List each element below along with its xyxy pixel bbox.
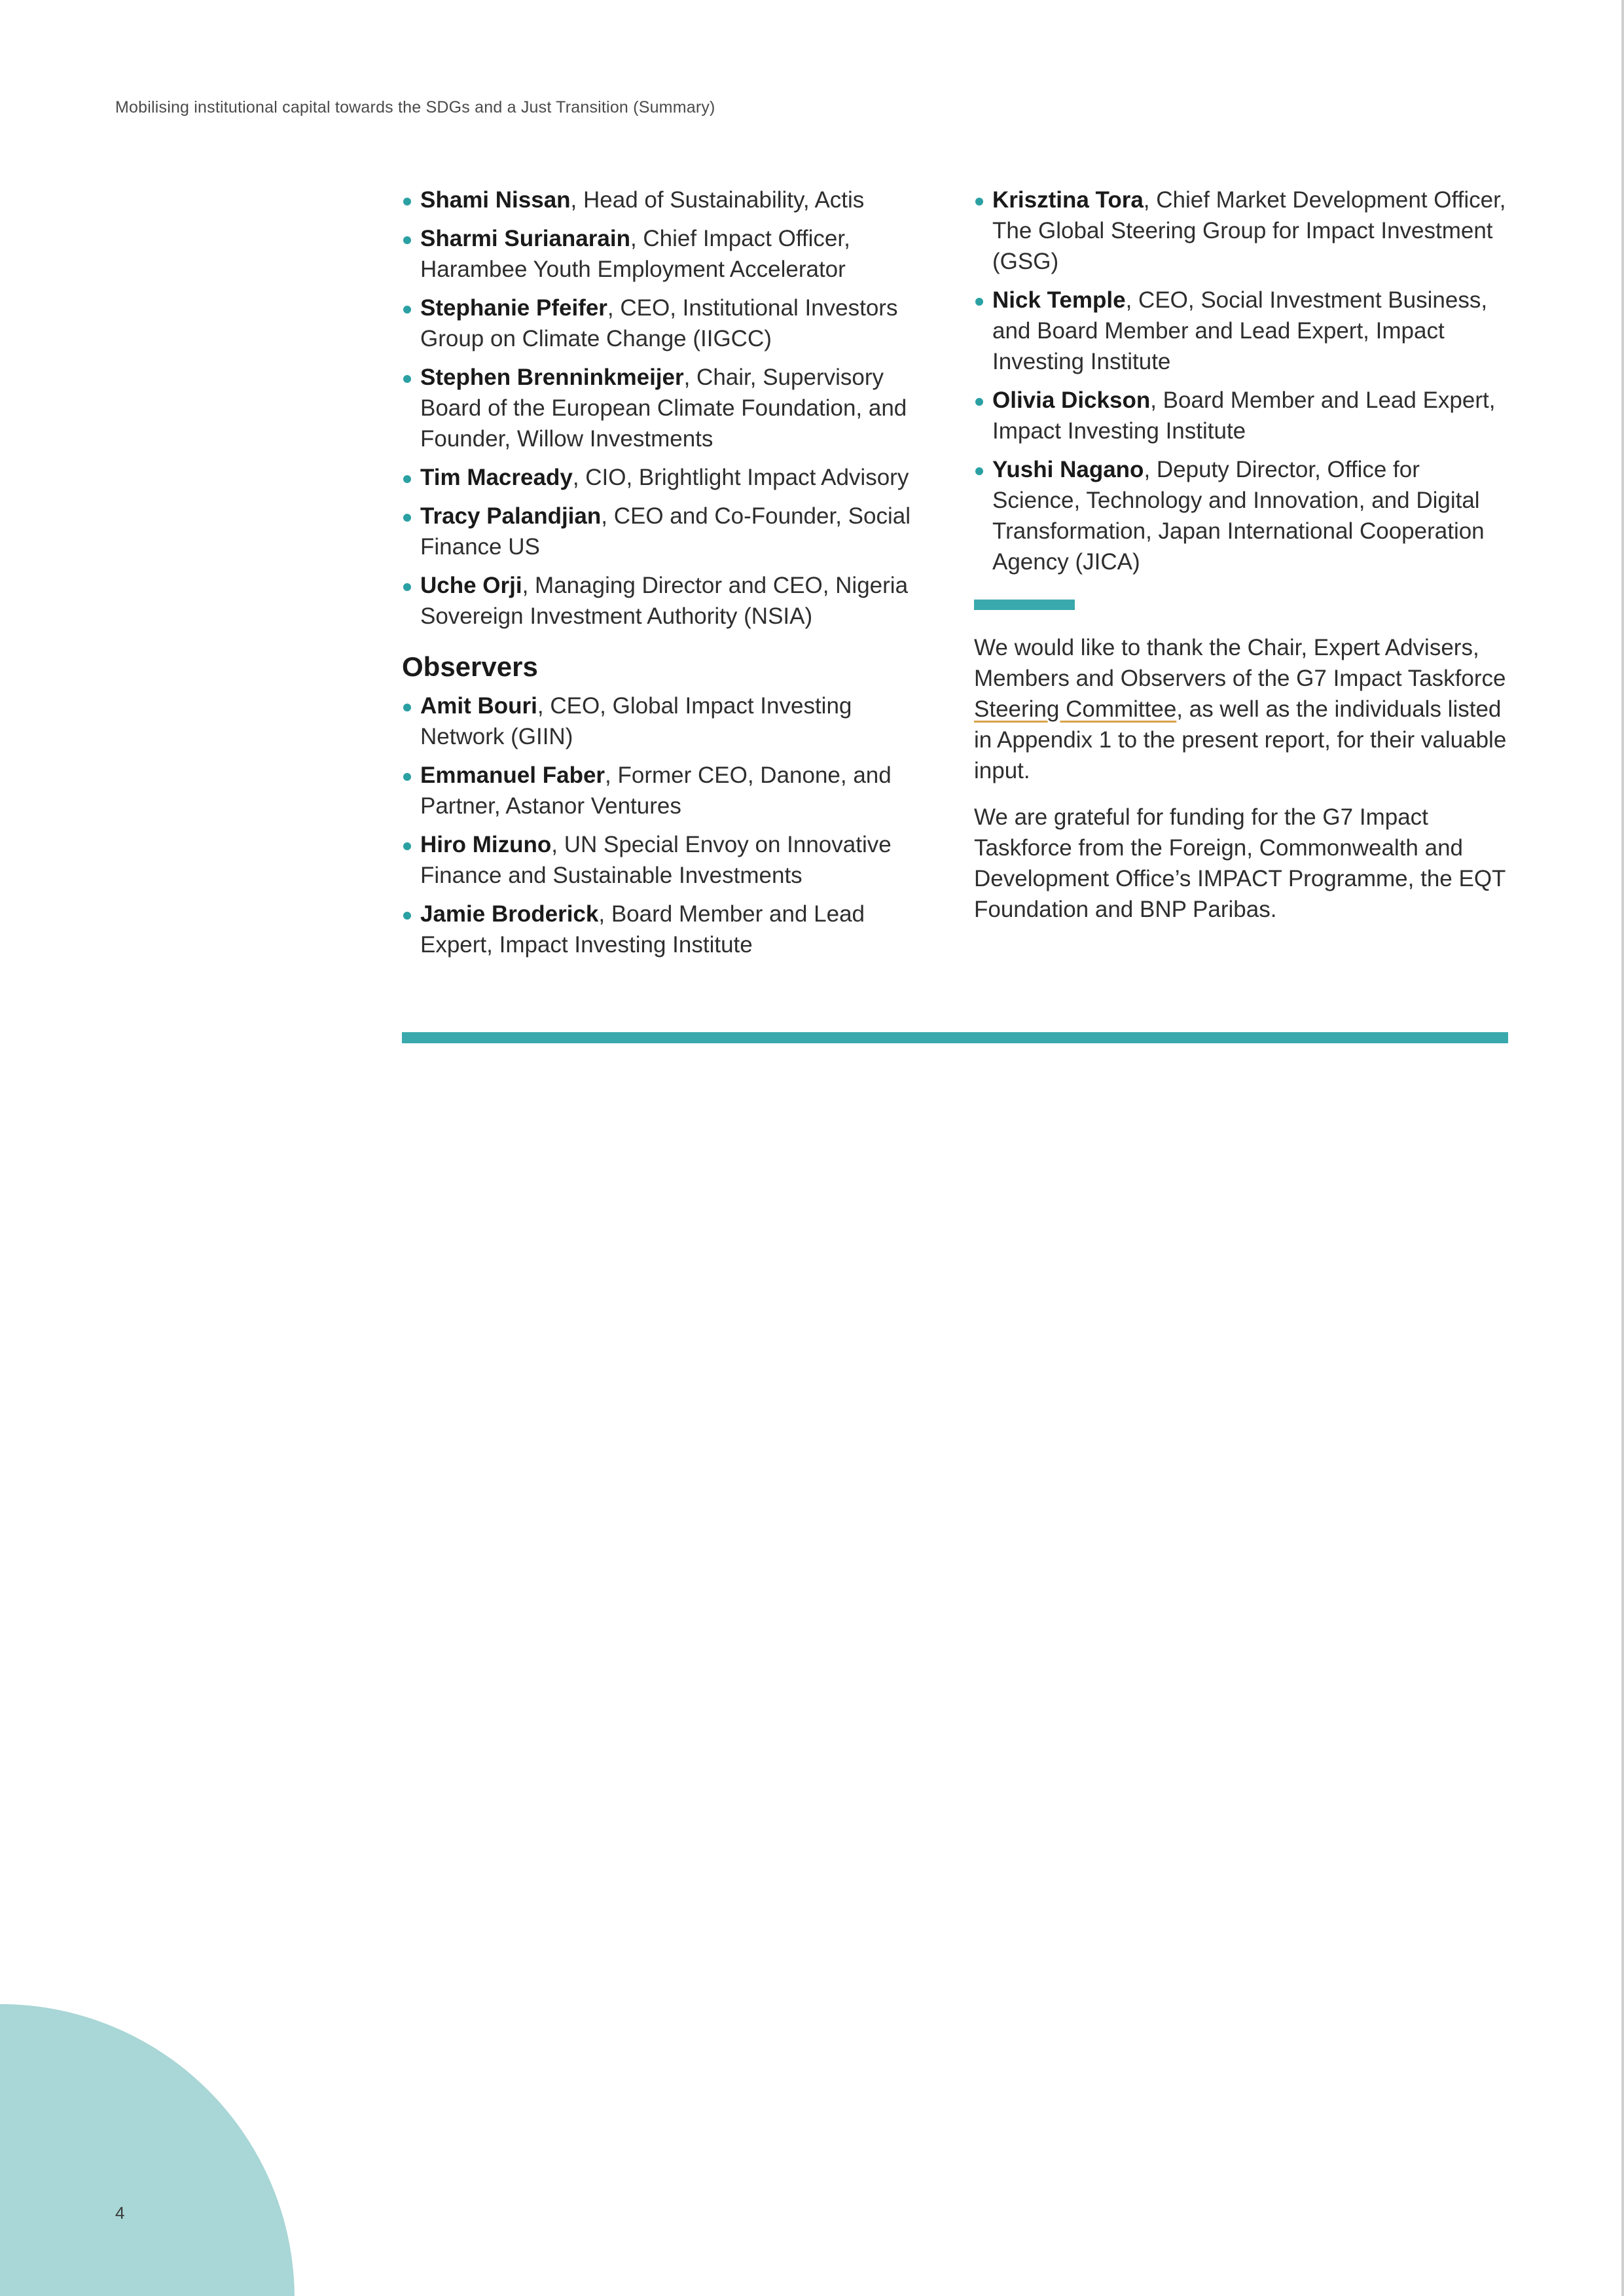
person-role: , CEO, Institutional Investors Group on Climate Change (IIGCC) <box>420 295 898 351</box>
person-role: , Deputy Director, Office for Science, Technology and Innovation, and Digital Transformation, Japan International Cooperation Agency (JICA) <box>992 457 1485 575</box>
list-item <box>402 293 937 354</box>
person-name: Jamie Broderick <box>420 901 599 927</box>
list-item <box>402 691 937 752</box>
page-number: 4 <box>115 2203 125 2223</box>
person-role: , Chair, Supervisory Board of the European Climate Foundation, and Founder, Willow Investments <box>420 365 907 452</box>
person-name: Stephanie Pfeifer <box>420 295 607 321</box>
person-role: , CIO, Brightlight Impact Advisory <box>572 465 909 490</box>
person-name: Tim Macready <box>420 465 573 490</box>
person-name: Nick Temple <box>992 287 1126 313</box>
list-item <box>402 223 937 285</box>
person-name: Uche Orji <box>420 573 522 598</box>
decorative-circle <box>0 2004 295 2296</box>
thanks-paragraph <box>974 632 1511 786</box>
person-name: Sharmi Surianarain <box>420 226 630 251</box>
funding-paragraph: We are grateful for funding for the G7 Impact Taskforce from the Foreign, Commonwealth and Development Office’s IMPACT Programme, the EQT Foundation and BNP Paribas. <box>974 804 1506 922</box>
person-role: , Chief Market Development Officer, The Global Steering Group for Impact Investment (GSG) <box>992 187 1506 274</box>
list-item <box>402 899 937 960</box>
running-header: Mobilising institutional capital towards the SDGs and a Just Transition (Summary) <box>115 98 715 117</box>
steering-committee-link[interactable]: Steering Committee <box>974 696 1177 722</box>
thanks-text-start: We would like to thank the Chair, Expert Advisers, Members and Observers of the G7 Impact Taskforce <box>974 635 1506 691</box>
person-name: Stephen Brenninkmeijer <box>420 365 684 390</box>
person-role: , CEO, Global Impact Investing Network (GIIN) <box>420 693 852 749</box>
observers-list-continued <box>974 185 1511 577</box>
list-item <box>402 760 937 821</box>
right-column <box>974 185 1511 941</box>
thanks-text-end: , as well as the individuals listed in Appendix 1 to the present report, for their valuable input. <box>974 696 1507 783</box>
person-name: Olivia Dickson <box>992 387 1151 413</box>
section-divider <box>402 1032 1508 1043</box>
person-name: Emmanuel Faber <box>420 762 605 788</box>
person-role: , CEO, Social Investment Business, and Board Member and Lead Expert, Impact Investing Institute <box>992 287 1488 374</box>
person-name: Hiro Mizuno <box>420 832 552 857</box>
observers-list <box>402 691 937 960</box>
person-name: Tracy Palandjian <box>420 503 602 529</box>
list-item <box>974 185 1511 277</box>
person-role: , Board Member and Lead Expert, Impact Investing Institute <box>420 901 865 958</box>
person-role: , Chief Impact Officer, Harambee Youth Employment Accelerator <box>420 226 850 282</box>
members-list <box>402 185 937 632</box>
list-item <box>402 462 937 493</box>
list-item <box>402 829 937 891</box>
person-name: Krisztina Tora <box>992 187 1144 213</box>
person-role: , Managing Director and CEO, Nigeria Sovereign Investment Authority (NSIA) <box>420 573 909 629</box>
observers-heading: Observers <box>402 651 538 682</box>
page-edge <box>1621 0 1624 2296</box>
left-column <box>402 185 937 968</box>
list-item <box>402 501 937 562</box>
list-item <box>974 385 1511 446</box>
person-role: , Former CEO, Danone, and Partner, Astanor Ventures <box>420 762 892 819</box>
person-role: , CEO and Co-Founder, Social Finance US <box>420 503 911 560</box>
person-name: Amit Bouri <box>420 693 537 719</box>
list-item <box>402 362 937 454</box>
list-item <box>402 185 937 215</box>
person-role: , UN Special Envoy on Innovative Finance and Sustainable Investments <box>420 832 892 888</box>
list-item <box>974 285 1511 377</box>
accent-divider <box>974 600 1075 610</box>
person-name: Yushi Nagano <box>992 457 1144 482</box>
person-role: , Board Member and Lead Expert, Impact Investing Institute <box>992 387 1496 444</box>
person-role: , Head of Sustainability, Actis <box>570 187 865 213</box>
list-item <box>974 454 1511 577</box>
person-name: Shami Nissan <box>420 187 571 213</box>
list-item <box>402 570 937 632</box>
